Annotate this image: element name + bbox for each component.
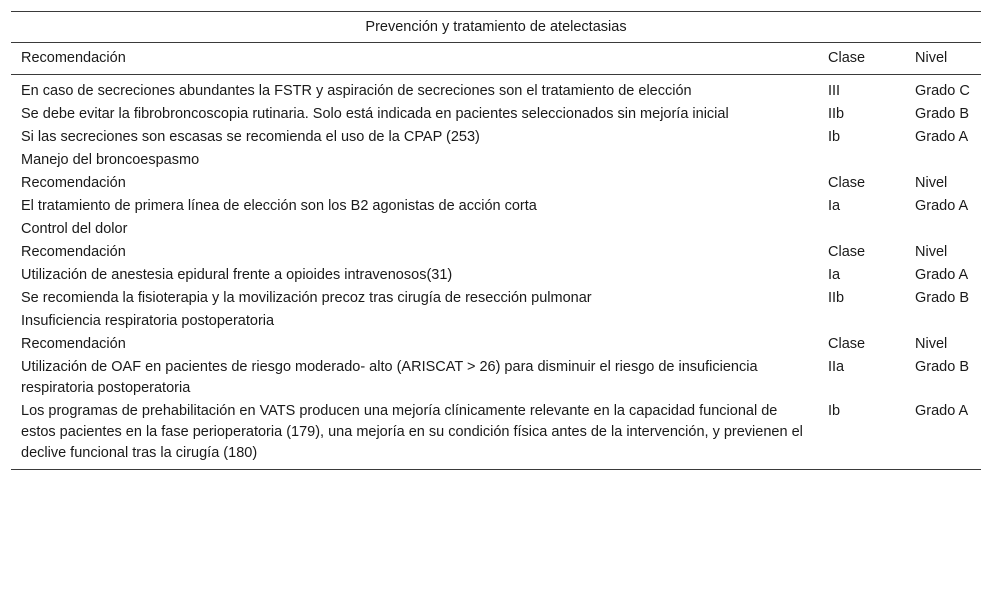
recommendations-table-container <box>11 11 981 470</box>
subheader-row <box>11 333 981 356</box>
cell-clase: Ib <box>818 400 905 470</box>
subheader-nivel: Nivel <box>915 244 948 260</box>
empty-cell <box>818 218 905 241</box>
table-row <box>11 287 981 310</box>
recommendations-table <box>11 11 981 470</box>
cell-clase: Ib <box>828 129 841 145</box>
table-row <box>11 75 981 104</box>
subheader-row <box>11 172 981 195</box>
section-heading: Manejo del broncoespasmo <box>21 152 200 168</box>
subheader-recomendacion: Recomendación <box>21 336 126 352</box>
cell-recomendacion: Los programas de prehabilitación en VATS producen una mejoría clínicamente relevante en la capacidad funcional de estos pacientes en la fase perioperatoria (179), una mejoría en su condición física antes de la intervención, y previenen el declive funcional tras la cirugía (180) <box>11 400 818 470</box>
subheader-nivel: Nivel <box>915 336 948 352</box>
cell-clase: Ia <box>828 267 841 283</box>
cell-recomendacion: Utilización de OAF en pacientes de riesgo moderado- alto (ARISCAT > 26) para disminuir el riesgo de insuficiencia respiratoria postoperatoria <box>21 359 758 396</box>
empty-cell <box>905 310 981 333</box>
table-body <box>11 75 981 470</box>
cell-recomendacion: En caso de secreciones abundantes la FSTR y aspiración de secreciones son el tratamiento de elección <box>21 83 692 99</box>
empty-cell <box>818 149 905 172</box>
section-heading: Control del dolor <box>21 221 128 237</box>
subheader-clase: Clase <box>828 336 866 352</box>
cell-nivel: Grado A <box>905 400 981 470</box>
cell-nivel: Grado A <box>915 267 969 283</box>
cell-clase: III <box>828 83 841 99</box>
cell-nivel: Grado B <box>915 106 969 122</box>
cell-clase: IIa <box>828 359 845 375</box>
table-row <box>11 400 981 470</box>
table-row <box>11 103 981 126</box>
header-recomendacion: Recomendación <box>11 43 818 75</box>
header-nivel: Nivel <box>905 43 981 75</box>
table-title: Prevención y tratamiento de atelectasias <box>11 12 981 43</box>
subheader-recomendacion: Recomendación <box>21 244 126 260</box>
cell-recomendacion: Si las secreciones son escasas se recomienda el uso de la CPAP (253) <box>21 129 480 145</box>
cell-nivel: Grado A <box>915 198 969 214</box>
cell-nivel: Grado A <box>915 129 969 145</box>
subheader-clase: Clase <box>828 175 866 191</box>
table-header-row <box>11 43 981 75</box>
table-title-row <box>11 12 981 43</box>
section-heading: Insuficiencia respiratoria postoperatoria <box>21 313 275 329</box>
cell-recomendacion: Se debe evitar la fibrobroncoscopia rutinaria. Solo está indicada en pacientes seleccionados sin mejoría inicial <box>21 106 729 122</box>
subheader-recomendacion: Recomendación <box>21 175 126 191</box>
section-heading-row <box>11 149 981 172</box>
header-clase: Clase <box>818 43 905 75</box>
section-heading-row <box>11 310 981 333</box>
cell-nivel: Grado B <box>915 290 969 306</box>
cell-clase: IIb <box>828 290 845 306</box>
cell-clase: Ia <box>828 198 841 214</box>
cell-clase: IIb <box>828 106 845 122</box>
cell-recomendacion: Utilización de anestesia epidural frente a opioides intravenosos(31) <box>21 267 453 283</box>
empty-cell <box>818 310 905 333</box>
table-row <box>11 264 981 287</box>
table-row <box>11 195 981 218</box>
subheader-nivel: Nivel <box>915 175 948 191</box>
subheader-clase: Clase <box>828 244 866 260</box>
cell-nivel: Grado C <box>915 83 970 99</box>
empty-cell <box>905 218 981 241</box>
table-row <box>11 126 981 149</box>
section-heading-row <box>11 218 981 241</box>
empty-cell <box>905 149 981 172</box>
table-row <box>11 356 981 400</box>
subheader-row <box>11 241 981 264</box>
cell-recomendacion: Se recomienda la fisioterapia y la movilización precoz tras cirugía de resección pulmonar <box>21 290 592 306</box>
cell-recomendacion: El tratamiento de primera línea de elección son los B2 agonistas de acción corta <box>21 198 537 214</box>
cell-nivel: Grado B <box>915 359 969 375</box>
